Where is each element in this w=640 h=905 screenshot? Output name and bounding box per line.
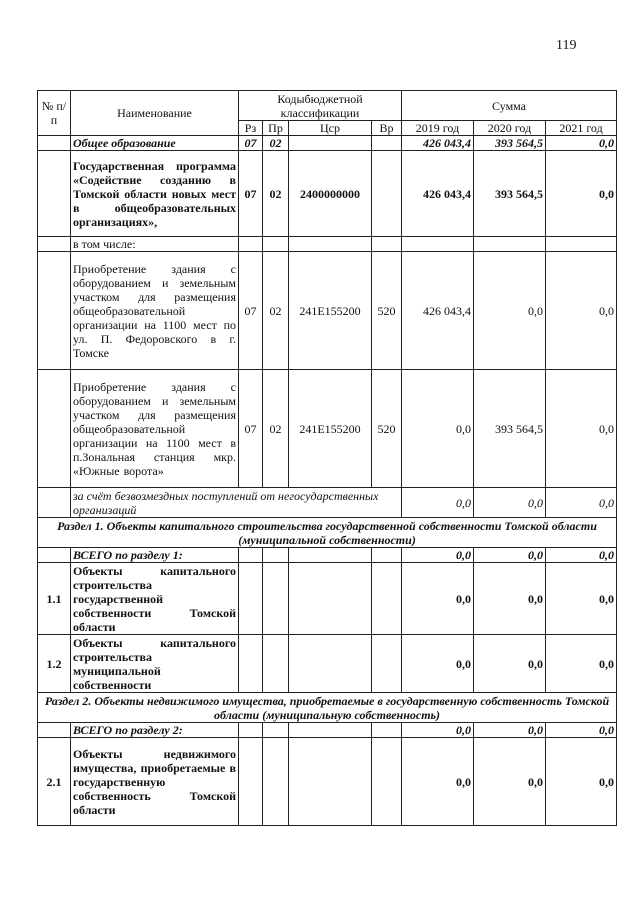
r11-name: Объекты капитального строительства государственной собственности Томской области	[71, 563, 239, 635]
program-2020: 393 564,5	[474, 151, 546, 237]
gratuitous-2021: 0,0	[546, 488, 617, 518]
header-2020: 2020 год	[474, 121, 546, 136]
item1-name: Приобретение здания с оборудованием и земельным участком для размещения общеобразовательной организации на 1100 мест по ул. П. Федоровского в г. Томске	[71, 252, 239, 370]
page-number: 119	[556, 38, 577, 53]
program-rz: 07	[239, 151, 263, 237]
row-including	[38, 237, 617, 252]
r11-2019: 0,0	[402, 563, 474, 635]
header-pr: Пр	[263, 121, 289, 136]
including-label: в том числе:	[71, 237, 239, 252]
header-2019: 2019 год	[402, 121, 474, 136]
header-row-1	[38, 91, 617, 121]
row-general-education	[38, 136, 617, 151]
r11-2021: 0,0	[546, 563, 617, 635]
item2-2021: 0,0	[546, 370, 617, 488]
r12-name: Объекты капитального строительства муниципальной собственности	[71, 635, 239, 693]
r12-2019: 0,0	[402, 635, 474, 693]
r11-2020: 0,0	[474, 563, 546, 635]
header-sum: Сумма	[402, 91, 617, 121]
section-2-title: Раздел 2. Объекты недвижимого имущества, приобретаемые в государственную собственность Томской области (муниципальную собственность)	[38, 693, 617, 723]
r21-2020: 0,0	[474, 738, 546, 826]
gratuitous-2019: 0,0	[402, 488, 474, 518]
header-num: № п/п	[38, 91, 71, 136]
r21-name: Объекты недвижимого имущества, приобретаемые в государственную собственность Томской области	[71, 738, 239, 826]
header-2021: 2021 год	[546, 121, 617, 136]
item1-pr: 02	[263, 252, 289, 370]
item2-vr: 520	[372, 370, 402, 488]
total1-name: ВСЕГО по разделу 1:	[71, 548, 239, 563]
row-1-2	[38, 635, 617, 693]
general-2019: 426 043,4	[402, 136, 474, 151]
row-item-fedorovskogo	[38, 252, 617, 370]
item1-vr: 520	[372, 252, 402, 370]
header-vr: Вр	[372, 121, 402, 136]
row-1-1	[38, 563, 617, 635]
header-csr: Цср	[289, 121, 372, 136]
general-2020: 393 564,5	[474, 136, 546, 151]
item1-2020: 0,0	[474, 252, 546, 370]
program-2019: 426 043,4	[402, 151, 474, 237]
budget-table	[37, 90, 617, 826]
total1-2019: 0,0	[402, 548, 474, 563]
header-rz: Рз	[239, 121, 263, 136]
program-2021: 0,0	[546, 151, 617, 237]
general-pr: 02	[263, 136, 289, 151]
general-2021: 0,0	[546, 136, 617, 151]
program-pr: 02	[263, 151, 289, 237]
total1-2020: 0,0	[474, 548, 546, 563]
r21-2021: 0,0	[546, 738, 617, 826]
header-name: Наименование	[71, 91, 239, 136]
item1-2019: 426 043,4	[402, 252, 474, 370]
item2-2020: 393 564,5	[474, 370, 546, 488]
r11-num: 1.1	[38, 563, 71, 635]
total2-2019: 0,0	[402, 723, 474, 738]
total2-2021: 0,0	[546, 723, 617, 738]
program-csr: 2400000000	[289, 151, 372, 237]
r21-num: 2.1	[38, 738, 71, 826]
item1-csr: 241E155200	[289, 252, 372, 370]
item2-2019: 0,0	[402, 370, 474, 488]
total2-name: ВСЕГО по разделу 2:	[71, 723, 239, 738]
r12-2021: 0,0	[546, 635, 617, 693]
section-1-title: Раздел 1. Объекты капитального строительства государственной собственности Томской области (муниципальной собственности)	[38, 518, 617, 548]
gratuitous-name: за счёт безвозмездных поступлений от негосударственных организаций	[71, 488, 402, 518]
row-gratuitous-receipts	[38, 488, 617, 518]
item2-name: Приобретение здания с оборудованием и земельным участком для размещения общеобразовательной организации на 1100 мест в п.Зональная станция мкр. «Южные ворота»	[71, 370, 239, 488]
header-codes: Кодыбюджетной классификации	[239, 91, 402, 121]
row-state-program	[38, 151, 617, 237]
row-section-2	[38, 693, 617, 723]
row-2-1	[38, 738, 617, 826]
total1-2021: 0,0	[546, 548, 617, 563]
r12-num: 1.2	[38, 635, 71, 693]
row-item-yuzhnye-vorota	[38, 370, 617, 488]
r12-2020: 0,0	[474, 635, 546, 693]
item1-rz: 07	[239, 252, 263, 370]
total2-2020: 0,0	[474, 723, 546, 738]
row-total-section-1	[38, 548, 617, 563]
program-name: Государственная программа «Содействие созданию в Томской области новых мест в общеобразовательных организациях»,	[71, 151, 239, 237]
item1-2021: 0,0	[546, 252, 617, 370]
item2-pr: 02	[263, 370, 289, 488]
general-name: Общее образование	[71, 136, 239, 151]
item2-rz: 07	[239, 370, 263, 488]
row-section-1	[38, 518, 617, 548]
row-total-section-2	[38, 723, 617, 738]
item2-csr: 241E155200	[289, 370, 372, 488]
general-rz: 07	[239, 136, 263, 151]
gratuitous-2020: 0,0	[474, 488, 546, 518]
r21-2019: 0,0	[402, 738, 474, 826]
